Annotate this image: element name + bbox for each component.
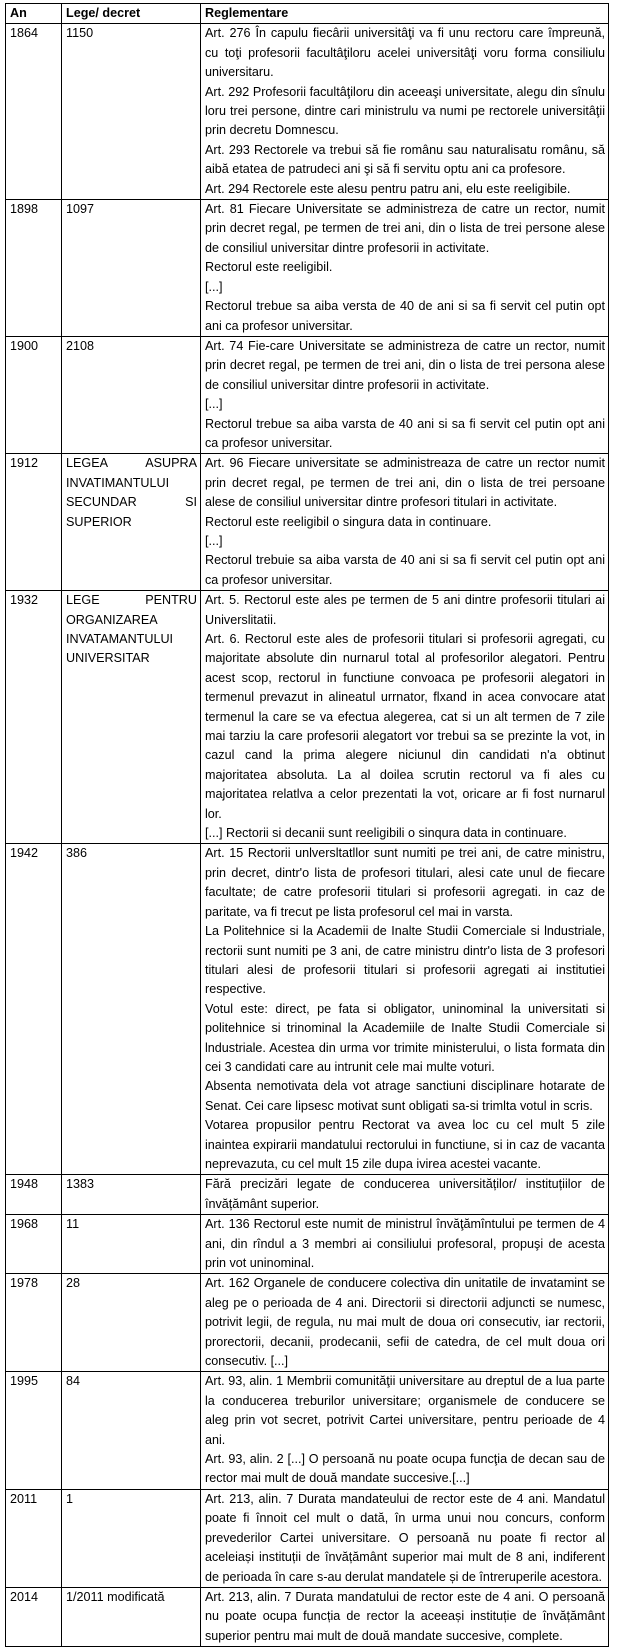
cell-lege-decret: 1150 (62, 24, 201, 200)
cell-an: 1942 (6, 844, 62, 1175)
cell-reglementare (201, 844, 609, 1175)
cell-reglementare (201, 1372, 609, 1489)
regulation-paragraph: Art. 162 Organele de conducere colectiva din unitatile de invatamint se aleg pe o perioada de 4 ani. Directorii si directorii adjuncti se numesc, potrivit legii, de regula, nu mai mult de doua ori consecutiv, iar rectorii, prorectorii, decanii, prodecanii, sefii de catedra, de cel mult doua ori consecutiv. [...] (205, 1276, 605, 1369)
cell-reglementare (201, 591, 609, 844)
regulation-paragraph: La Politehnice si la Academii de Inalte Studii Comerciale si lndustriale, rectorii sunt numiti pe 3 ani, de catre ministru dintr'o lista de 3 profesori titulari alesi de profesorii titulari si profesorii agregati ai institutiei respective. (205, 924, 605, 997)
table-row (6, 844, 609, 1175)
table-row (6, 591, 609, 844)
table-row (6, 1587, 609, 1646)
regulation-paragraph: Art. 15 Rectorii unlversltatllor sunt numiti pe trei ani, de catre ministru, prin decret, dintr'o lista de profesori titulari, alesi cate unul de fiecare facultate; de catre profesorii titulari si profesorii agregati. in caz de paritate, va fi trecut pe lista profesorul cel mai in varsta. (205, 846, 605, 919)
regulation-paragraph: Art. 276 În capulu fiecârii universitâţi va fi unu rectoru care împreună, cu toţi profesorii facultâţiloru acelei universitâţi voru forma consiliulu universitaru. (205, 26, 605, 80)
table-row (6, 1274, 609, 1372)
cell-reglementare (201, 454, 609, 591)
cell-an: 1995 (6, 1372, 62, 1489)
cell-reglementare (201, 1215, 609, 1274)
table-row (6, 454, 609, 591)
regulation-paragraph: Rectorul trebue sa aiba varsta de 40 ani si sa fi servit cel putin opt ani ca profesor universitar. (205, 416, 605, 450)
regulation-paragraph: Votarea propusilor pentru Rectorat va avea loc cu cel mult 5 zile inaintea expirarii mandatului rectorului in functiune, si in caz de vacanta neprevazuta, cu cel mult 15 zile dupa ivirea acestei vacante. (205, 1118, 605, 1171)
regulation-paragraph: [...] Rectorii si decanii sunt reeligibili o sinqura data in continuare. (205, 826, 567, 841)
header-reglementare: Reglementare (201, 4, 609, 24)
cell-an: 1864 (6, 24, 62, 200)
table-row (6, 1372, 609, 1489)
cell-lege-decret: 1097 (62, 200, 201, 337)
cell-reglementare (201, 1175, 609, 1215)
table-row (6, 200, 609, 337)
cell-an: 2011 (6, 1489, 62, 1587)
regulation-paragraph: Art. 96 Fiecare universitate se administreaza de catre un rector numit prin decret regal, pe termen de trei ani, din o lista de trei persoane alese de consiliul universitar dintre profesori titulari in activitate. (205, 456, 605, 510)
regulation-paragraph: Art. 292 Profesorii facultâţiloru din aceeaşi universitate, alegu din sînulu loru trei persone, dintre cari ministrulu va numi pe rectorele universitâţii prin decretu Domnescu. (205, 84, 605, 138)
table-row (6, 1175, 609, 1215)
regulation-paragraph: Rectorul trebuie sa aiba varsta de 40 ani si sa fi servit cel putin opt ani ca profesor universitar. (205, 553, 605, 587)
regulation-paragraph: Art. 81 Fiecare Universitate se administreza de catre un rector, numit prin decret regal, pe termen de trei ani, din o lista de trei persone alese de consiliul universitar dintre profesorii in activitate. (205, 202, 605, 255)
cell-an: 1978 (6, 1274, 62, 1372)
cell-reglementare (201, 200, 609, 337)
cell-an: 1898 (6, 200, 62, 337)
table-row (6, 24, 609, 200)
cell-lege-decret: 28 (62, 1274, 201, 1372)
cell-lege-decret: 1383 (62, 1175, 201, 1215)
regulation-paragraph: Art. 74 Fie-care Universitate se administreza de catre un rector, numit prin decret regal, pe termen de trei ani, din o lista de trei persona alese de consiliul universitar dintre profesorii in activitate. (205, 338, 605, 392)
regulation-paragraph: Rectorul este reeligibil o singura data in continuare. (205, 514, 492, 529)
header-row (6, 4, 609, 24)
regulation-paragraph: [...] (205, 397, 223, 412)
regulation-paragraph: Rectorul trebue sa aiba versta de 40 de ani si sa fi servit cel putin opt ani ca profesor universitar. (205, 299, 605, 333)
cell-reglementare (201, 24, 609, 200)
regulation-paragraph: Art. 93, alin. 2 [...] O persoană nu poate ocupa funcţia de decan sau de rector mai mult de două mandate succesive.[...] (205, 1452, 605, 1486)
cell-an: 2014 (6, 1587, 62, 1646)
regulation-paragraph: [...] (205, 279, 223, 294)
cell-reglementare (201, 1274, 609, 1372)
table-row (6, 1215, 609, 1274)
regulation-paragraph: Art. 213, alin. 7 Durata mandatului de rector este de 4 ani. O persoană nu poate ocupa funcția de rector la aceeași instituție de învățământ superior pentru mai mult de două mandate succesive, complete. (205, 1589, 605, 1643)
cell-reglementare (201, 1587, 609, 1646)
regulation-paragraph: [...] (205, 533, 223, 548)
regulation-paragraph: Art. 93, alin. 1 Membrii comunităţii universitare au dreptul de a lua parte la conducerea treburilor universitare; organismele de conducere se aleg prin vot secret, potrivit Cartei universitare, pentru perioade de 4 ani. (205, 1374, 605, 1447)
regulation-paragraph: Art. 6. Rectorul este ales de profesorii titulari si profesorii agregati, cu majoritate absolute din nurnarul total al profesorilor alegatori. Pentru acest scop, rectorul in functiune convoaca pe profesorii alegatori in termenul prevazut in alineatul urrnator, flxand in acea convocare atat termenul la care se va efectua alegerea, cat si un alt termen de 7 zile mai tarziu la care profesorii alegatort vor trebui sa se prezinte la vot, in cazul cand la prima alegere niciunul din candidati n'a obtinut majoritatea absoluta. La al doilea scrutin rectorul va fi ales cu majoritatea relatlva a celor prezentati la vot, oricare ar fi fost nurnarul lor. (205, 632, 605, 821)
cell-lege-decret: LEGEA ASUPRA INVATIMANTULUI SECUNDAR SI SUPERIOR (62, 454, 201, 591)
cell-lege-decret: 1 (62, 1489, 201, 1587)
regulation-paragraph: Fără precizări legate de conducerea universităților/ instituțiilor de învățământ superior. (205, 1177, 605, 1211)
cell-an: 1900 (6, 336, 62, 453)
cell-an: 1932 (6, 591, 62, 844)
header-lege-decret: Lege/ decret (62, 4, 201, 24)
table-body (6, 24, 609, 1647)
regulation-paragraph: Art. 293 Rectorele va trebui să fie românu sau naturalisatu românu, să aibă etatea de patrudeci ani şi să fi servitu optu ani ca profesore. (205, 142, 605, 177)
regulation-paragraph: Art. 5. Rectorul este ales pe termen de 5 ani dintre profesorii titulari ai Universlitatii. (205, 593, 605, 627)
cell-an: 1912 (6, 454, 62, 591)
regulation-paragraph: Art. 213, alin. 7 Durata mandateului de rector este de 4 ani. Mandatul poate fi înnoit cel mult o dată, în urma unui nou concurs, conform prevederilor Cartei universitare. O persoană nu poate fi rector al aceleiași instituții de învățământ superior mai mult de 8 ani, indiferent de perioada în care s-au derulat mandatele și de întreruperile acestora. (205, 1491, 605, 1584)
regulation-paragraph: Rectorul este reeligibil. (205, 260, 333, 275)
table-row (6, 336, 609, 453)
cell-lege-decret: 2108 (62, 336, 201, 453)
cell-an: 1968 (6, 1215, 62, 1274)
regulation-paragraph: Art. 136 Rectorul este numit de ministrul învăţămîntului pe termen de 4 ani, din rîndul a 3 membri ai consiliului profesoral, propuşi de acesta prin vot uninominal. (205, 1217, 605, 1270)
regulation-paragraph: Art. 294 Rectorele este alesu pentru patru ani, elu este reeligibile. (205, 181, 571, 196)
cell-reglementare (201, 336, 609, 453)
cell-lege-decret: LEGE PENTRU ORGANIZAREA INVATAMANTULUI UNIVERSITAR (62, 591, 201, 844)
cell-lege-decret: 11 (62, 1215, 201, 1274)
cell-an: 1948 (6, 1175, 62, 1215)
cell-lege-decret: 1/2011 modificată (62, 1587, 201, 1646)
header-an: An (6, 4, 62, 24)
regulation-paragraph: Absenta nemotivata dela vot atrage sanctiuni disciplinare hotarate de Senat. Cei care lipsesc motivat sunt obligati sa-si trimlta votul in scris. (205, 1079, 605, 1113)
regulations-table (5, 3, 609, 1647)
cell-lege-decret: 386 (62, 844, 201, 1175)
table-row (6, 1489, 609, 1587)
cell-reglementare (201, 1489, 609, 1587)
regulation-paragraph: Votul este: direct, pe fata si obligator, uninominal la universitati si politehnice si trinominal la Academiile de Inalte Studii Comerciale si lndustriale. Acestea din urma vor trimite ministerului, o lista formata din cei 3 candidati care au intrunit cele mai multe voturi. (205, 1001, 605, 1074)
cell-lege-decret: 84 (62, 1372, 201, 1489)
